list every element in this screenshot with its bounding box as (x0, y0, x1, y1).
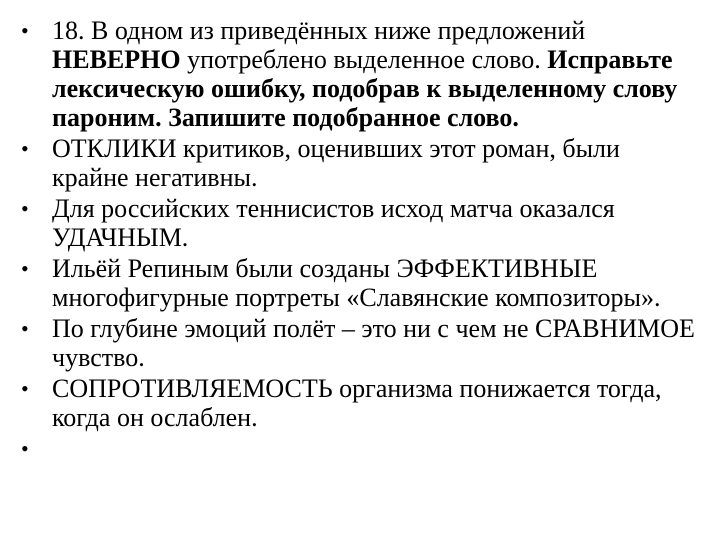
task-item (0, 16, 720, 132)
list-item (0, 194, 720, 252)
bullet-icon: • (21, 316, 29, 341)
bullet-icon: • (21, 256, 29, 281)
bullet-icon: • (21, 136, 29, 161)
sentence-text: СОПРОТИВЛЯЕМОСТЬ организма понижается тогда, когда он ослаблен. (52, 374, 662, 432)
list-item (0, 134, 720, 192)
bullet-icon: • (21, 376, 29, 401)
task-text-instruction: Исправьте лексическую ошибку, подобрав к выделенному слову пароним. Запишите подобранное слово. (52, 45, 678, 132)
sentence-text: Ильёй Репиным были созданы ЭФФЕКТИВНЫЕ многофигурные портреты «Славянские композиторы». (52, 254, 661, 312)
sentence-text: По глубине эмоций полёт – это ни с чем не СРАВНИМОЕ чувство. (52, 314, 695, 372)
bullet-icon: • (21, 436, 29, 461)
task-text-intro: 18. В одном из приведённых ниже предложений (52, 16, 586, 45)
bullet-icon: • (21, 18, 29, 43)
empty-list-item (0, 434, 720, 463)
bullet-icon: • (21, 196, 29, 221)
bullet-list (0, 16, 720, 465)
list-item (0, 254, 720, 312)
task-text-middle: употреблено выделенное слово. (180, 45, 548, 74)
sentence-text: Для российских теннисистов исход матча оказался УДАЧНЫМ. (52, 194, 615, 252)
sentence-text: ОТКЛИКИ критиков, оценивших этот роман, были крайне негативны. (52, 134, 620, 192)
list-item (0, 374, 720, 432)
task-text-emphasis: НЕВЕРНО (52, 45, 181, 74)
list-item (0, 314, 720, 372)
